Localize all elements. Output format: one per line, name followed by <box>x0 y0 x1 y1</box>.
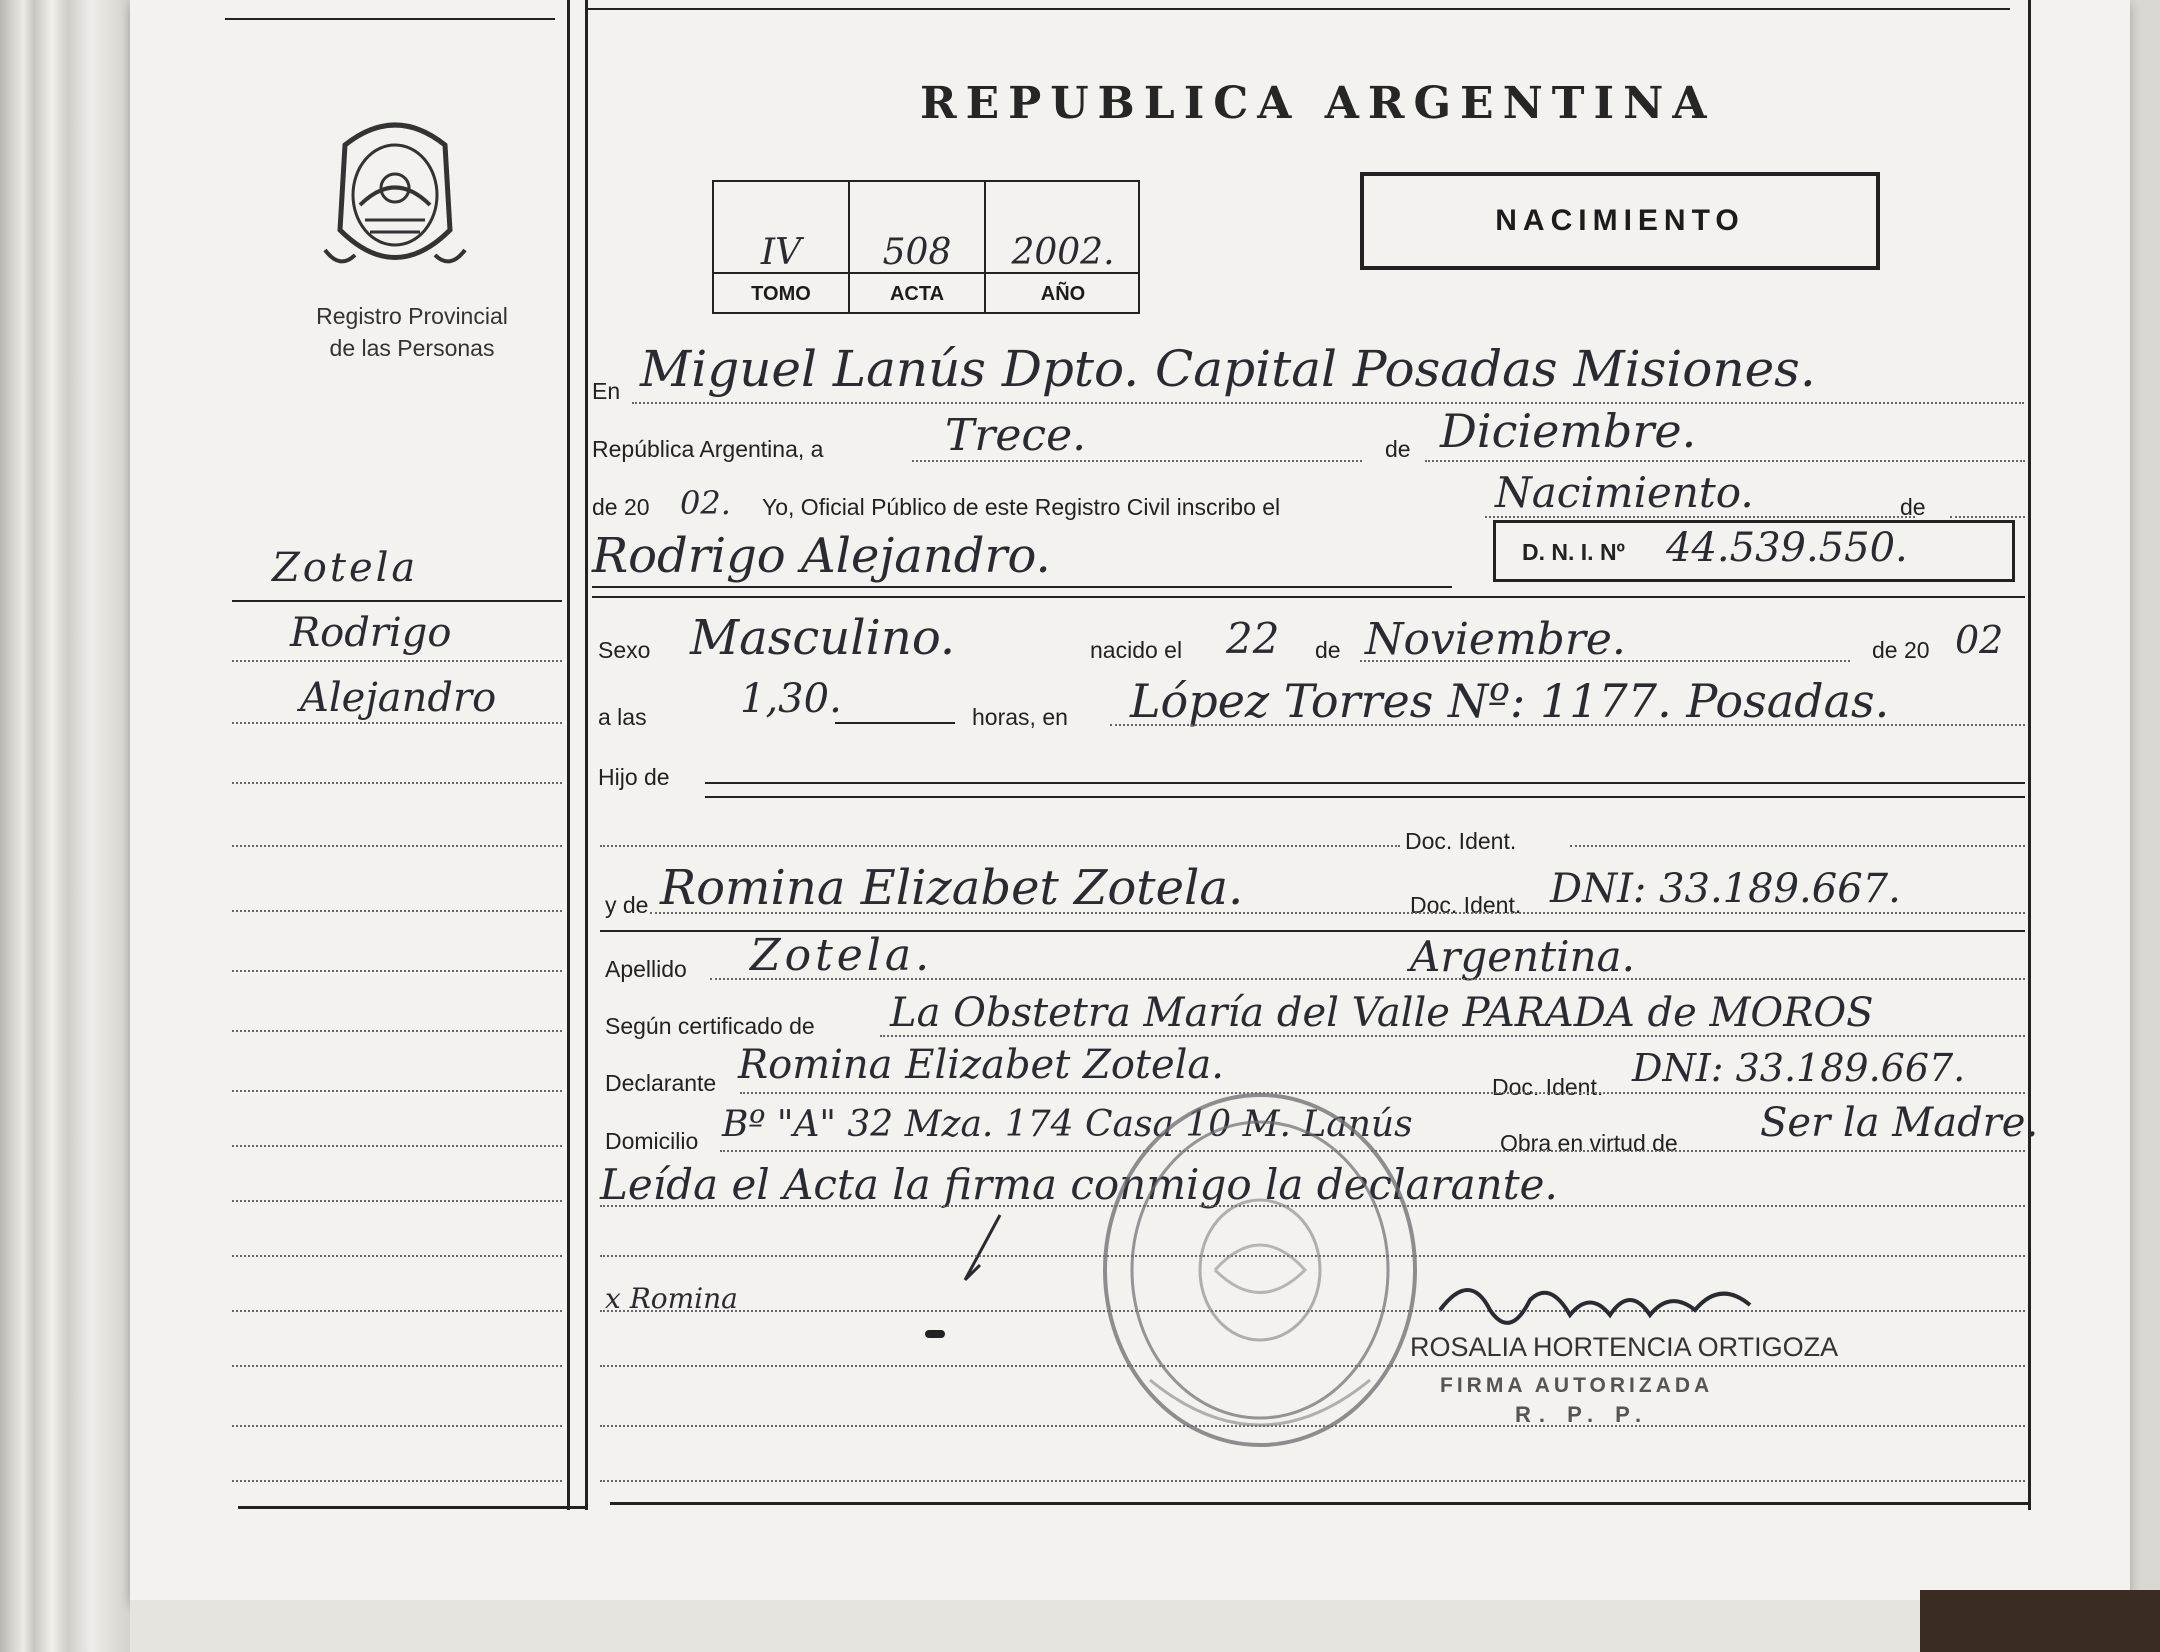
alas-label: a las <box>598 704 647 730</box>
hour-line <box>835 722 955 724</box>
year-prefix: de 20 <box>592 494 650 520</box>
provincial-emblem-icon <box>320 110 470 280</box>
de-label: de <box>1385 436 1411 462</box>
official-office: R. P. P. <box>1515 1402 1650 1427</box>
tomo-label: TOMO <box>714 272 848 314</box>
mother-name: Romina Elizabet Zotela. <box>660 860 1244 916</box>
margin-dotted-line <box>232 1310 562 1312</box>
doc-ident-label-2: Doc. Ident. <box>1410 892 1522 918</box>
yde-label: y de <box>605 892 649 918</box>
father-doc-line <box>600 845 1400 847</box>
day-value: Trece. <box>945 410 1087 461</box>
day-line <box>912 460 1362 462</box>
sexo-label: Sexo <box>598 637 651 663</box>
declarant-signature: x Romina <box>605 1282 738 1315</box>
apellido-line <box>710 978 2025 980</box>
birth-place-line <box>1110 724 2025 726</box>
certificado-value: La Obstetra María del Valle PARADA de MOROS <box>890 990 1874 1036</box>
hijo-label: Hijo de <box>598 764 670 790</box>
margin-line <box>232 600 562 602</box>
birth-year-suffix: 02 <box>1955 618 2004 662</box>
margin-dotted-line <box>232 910 562 912</box>
margin-first-name: Rodrigo <box>290 610 452 656</box>
margin-dotted-line <box>232 1090 562 1092</box>
month-value: Diciembre. <box>1440 404 1697 458</box>
certificado-label: Según certificado de <box>605 1013 815 1039</box>
republica-label: República Argentina, a <box>592 436 824 462</box>
blank-line <box>600 1480 2025 1482</box>
country-title: REPUBLICA ARGENTINA <box>920 78 1716 129</box>
margin-dotted-line <box>232 782 562 784</box>
birth-place: López Torres Nº: 1177. Posadas. <box>1130 674 1890 728</box>
acta-reference-table <box>712 180 1140 314</box>
official-seal-icon <box>1090 1080 1430 1460</box>
de-label-3: de <box>1315 637 1341 663</box>
nacido-label: nacido el <box>1090 637 1183 663</box>
dni-box <box>1493 520 2015 582</box>
margin-dotted-line <box>232 1255 562 1257</box>
birth-month-line <box>1360 660 1850 662</box>
sexo-value: Masculino. <box>690 610 956 666</box>
registry-office-label <box>262 300 562 364</box>
margin-surname: Zotela <box>272 545 419 591</box>
apellido-label: Apellido <box>605 956 687 982</box>
place-line <box>632 402 2024 404</box>
month-line <box>1425 460 2025 462</box>
declarante-value: Romina Elizabet Zotela. <box>738 1042 1224 1088</box>
margin-dotted-line <box>232 660 562 662</box>
margin-dotted-line <box>232 970 562 972</box>
margin-dotted-line <box>232 1200 562 1202</box>
child-name-line <box>592 586 1452 588</box>
apellido-value: Zotela. <box>750 930 934 981</box>
mother-doc: DNI: 33.189.667. <box>1550 866 1901 912</box>
mother-line <box>650 912 2025 914</box>
frame-right-rule <box>2028 0 2031 1510</box>
father-doc-value-line <box>1570 845 2025 847</box>
declarante-doc: DNI: 33.189.667. <box>1632 1046 1966 1090</box>
nationality-value: Argentina. <box>1410 932 1635 981</box>
frame-top-line <box>585 8 2010 10</box>
official-title: FIRMA AUTORIZADA <box>1440 1374 1714 1397</box>
record-type-box: NACIMIENTO <box>1360 172 1880 270</box>
page-bottom-strip <box>130 1600 2160 1652</box>
registro-statement: Yo, Oficial Público de este Registro Civil inscribo el <box>762 494 1281 520</box>
hour-value: 1,30. <box>740 676 842 722</box>
birth-month: Noviembre. <box>1365 614 1626 665</box>
ano-value: 2002. <box>1011 232 1115 273</box>
obra-label: Obra en virtud de <box>1500 1130 1678 1156</box>
registry-office-line1: Registro Provincial <box>316 303 508 329</box>
ano-label: AÑO <box>986 272 1140 314</box>
acta-cell <box>850 182 986 314</box>
margin-dotted-line <box>232 1480 562 1482</box>
obra-value: Ser la Madre. <box>1760 1100 2039 1146</box>
en-label: En <box>592 378 621 404</box>
pen-mark-icon <box>955 1210 1015 1290</box>
tomo-value: IV <box>760 232 802 273</box>
margin-dotted-line <box>232 1030 562 1032</box>
frame-inner-rule <box>585 0 588 1510</box>
registry-office-line2: de las Personas <box>329 335 495 361</box>
declarante-label: Declarante <box>605 1070 717 1096</box>
father-line-2 <box>705 796 2025 798</box>
domicilio-label: Domicilio <box>605 1128 699 1154</box>
domicilio-value: Bº "A" 32 Mza. 174 Casa 10 M. Lanús <box>722 1104 1413 1145</box>
event-line <box>1485 516 1915 518</box>
ink-dot <box>925 1330 945 1338</box>
margin-dotted-line <box>232 1425 562 1427</box>
doc-ident-label-3: Doc. Ident. <box>1492 1074 1604 1100</box>
tomo-cell <box>714 182 850 314</box>
frame-bottom-line <box>610 1502 2028 1505</box>
margin-second-name: Alejandro <box>300 675 497 721</box>
closing-note: Leída el Acta la firma conmigo la declarante. <box>600 1160 1558 1209</box>
child-name: Rodrigo Alejandro. <box>592 528 1051 584</box>
acta-label: ACTA <box>850 272 984 314</box>
dni-label: D. N. I. Nº <box>1522 539 1625 565</box>
margin-dotted-line <box>232 722 562 724</box>
de-label-2: de <box>1900 494 1926 520</box>
acta-value: 508 <box>882 232 952 273</box>
frame-left-rule <box>567 0 570 1510</box>
margin-dotted-line <box>232 845 562 847</box>
father-line <box>705 782 2025 784</box>
place-value: Miguel Lanús Dpto. Capital Posadas Misiones. <box>640 340 1816 398</box>
certificado-line <box>880 1035 2025 1037</box>
dni-value: 44.539.550. <box>1666 525 1908 571</box>
official-name: ROSALIA HORTENCIA ORTIGOZA <box>1410 1332 1839 1362</box>
birth-day: 22 <box>1226 614 1280 663</box>
frame-bottom-left-line <box>238 1506 588 1509</box>
de-line <box>1950 516 2025 518</box>
margin-dotted-line <box>232 1145 562 1147</box>
horas-label: horas, en <box>972 704 1068 730</box>
doc-ident-label: Doc. Ident. <box>1405 828 1517 854</box>
frame-top-left-line <box>225 18 555 20</box>
year-suffix: 02. <box>680 484 731 522</box>
ano-cell <box>986 182 1140 314</box>
event-value: Nacimiento. <box>1495 468 1754 517</box>
table-corner <box>1920 1590 2160 1652</box>
book-page-edges <box>0 0 130 1652</box>
birth-year-prefix: de 20 <box>1872 637 1930 663</box>
margin-dotted-line <box>232 1365 562 1367</box>
section-divider <box>592 596 2025 598</box>
